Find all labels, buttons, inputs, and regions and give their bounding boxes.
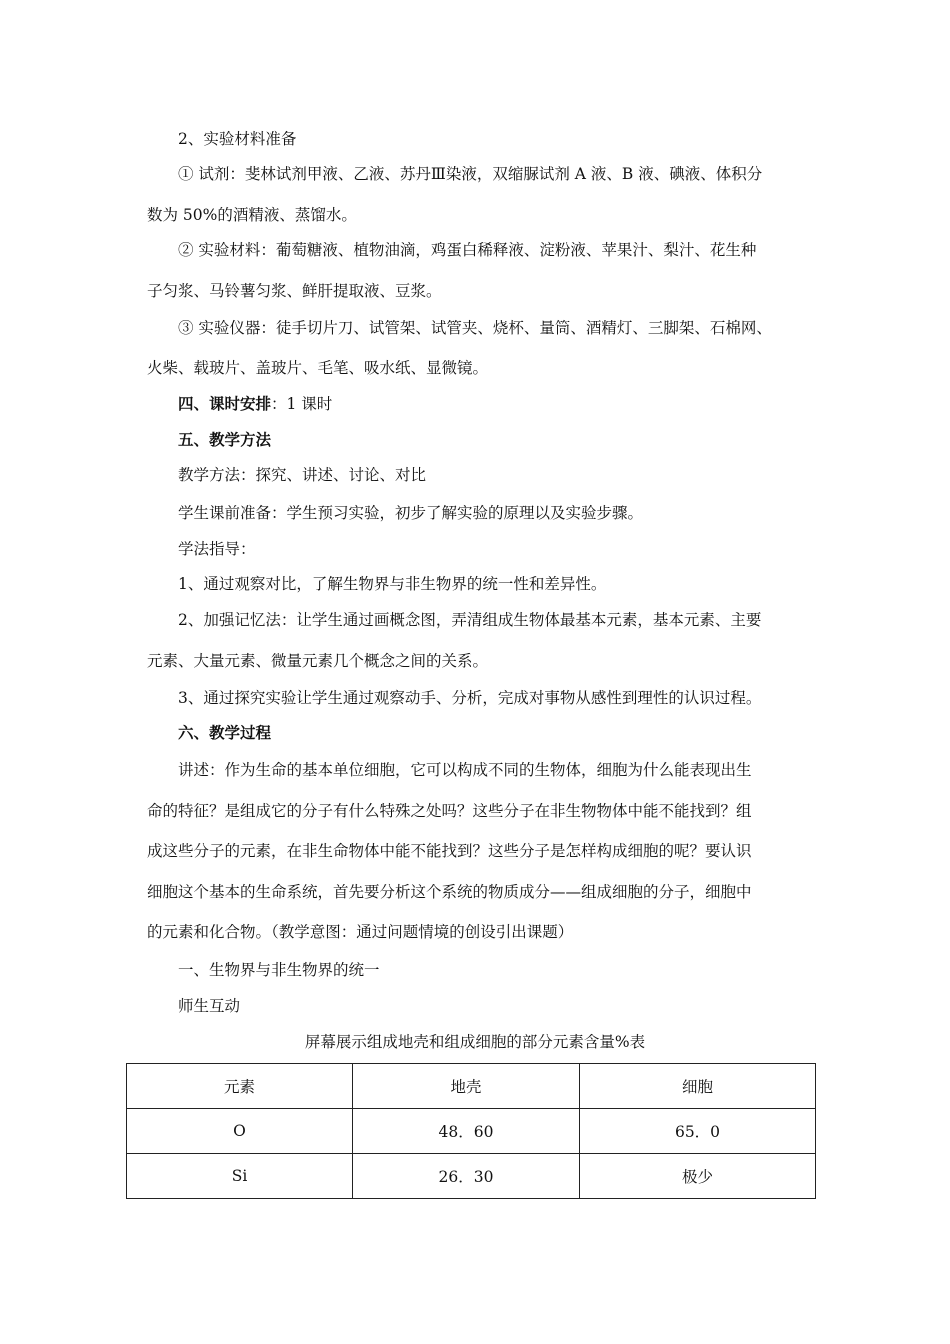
text-line: ② 实验材料：葡萄糖液、植物油滴，鸡蛋白稀释液、淀粉液、苹果汁、梨汁、花生种 — [178, 241, 757, 259]
heading-label: 四、课时安排 — [178, 394, 272, 413]
text-line: 师生互动 — [178, 997, 241, 1015]
text-line: 学法指导： — [178, 540, 256, 558]
text-line: 学生课前准备：学生预习实验，初步了解实验的原理以及实验步骤。 — [178, 504, 644, 522]
section-heading-methods: 五、教学方法 — [178, 430, 272, 449]
text-line: 讲述：作为生命的基本单位细胞，它可以构成不同的生物体，细胞为什么能表现出生 — [178, 761, 752, 779]
column-header: 元素 — [127, 1064, 353, 1109]
text-line: 子匀浆、马铃薯匀浆、鲜肝提取液、豆浆。 — [147, 282, 442, 300]
text-line: 元素、大量元素、微量元素几个概念之间的关系。 — [147, 652, 489, 670]
text-line: ③ 实验仪器：徒手切片刀、试管架、试管夹、烧杯、量筒、酒精灯、三脚架、石棉网、 — [178, 319, 772, 337]
text-line: 一、生物界与非生物界的统一 — [178, 961, 380, 979]
heading-value: ：1 课时 — [271, 395, 333, 413]
table-cell: 26．30 — [353, 1154, 580, 1199]
table-cell: 65．0 — [580, 1109, 816, 1154]
text-line: 细胞这个基本的生命系统，首先要分析这个系统的物质成分——组成细胞的分子，细胞中 — [147, 883, 752, 901]
table-row — [127, 1154, 816, 1199]
element-content-table — [126, 1063, 816, 1199]
text-line: ① 试剂：斐林试剂甲液、乙液、苏丹Ⅲ染液，双缩脲试剂 A 液、B 液、碘液、体积分 — [178, 165, 763, 183]
column-header: 细胞 — [580, 1064, 816, 1109]
table-row — [127, 1109, 816, 1154]
text-line: 2、实验材料准备 — [178, 130, 297, 148]
column-header: 地壳 — [353, 1064, 580, 1109]
text-line: 成这些分子的元素，在非生命物体中能不能找到？这些分子是怎样构成细胞的呢？要认识 — [147, 842, 752, 860]
text-line: 1、通过观察对比，了解生物界与非生物界的统一性和差异性。 — [178, 575, 607, 593]
table-cell: Si — [127, 1154, 353, 1199]
table-cell: 48．60 — [353, 1109, 580, 1154]
text-line: 的元素和化合物。（教学意图：通过问题情境的创设引出课题） — [147, 923, 574, 941]
text-line: 3、通过探究实验让学生通过观察动手、分析，完成对事物从感性到理性的认识过程。 — [178, 689, 762, 707]
text-line: 火柴、载玻片、盖玻片、毛笔、吸水纸、显微镜。 — [147, 359, 489, 377]
table-cell: O — [127, 1109, 353, 1154]
section-heading-process: 六、教学过程 — [178, 723, 272, 742]
text-line: 2、加强记忆法：让学生通过画概念图，弄清组成生物体最基本元素，基本元素、主要 — [178, 611, 762, 629]
table-caption: 屏幕展示组成地壳和组成细胞的部分元素含量%表 — [304, 1033, 646, 1051]
table-cell: 极少 — [580, 1154, 816, 1199]
text-line: 数为 50%的酒精液、蒸馏水。 — [147, 206, 357, 224]
text-line: 命的特征？是组成它的分子有什么特殊之处吗？这些分子在非生物物体中能不能找到？组 — [147, 802, 752, 820]
table-header-row — [127, 1064, 816, 1109]
text-line: 教学方法：探究、讲述、讨论、对比 — [178, 466, 427, 484]
section-heading-schedule — [178, 393, 332, 415]
